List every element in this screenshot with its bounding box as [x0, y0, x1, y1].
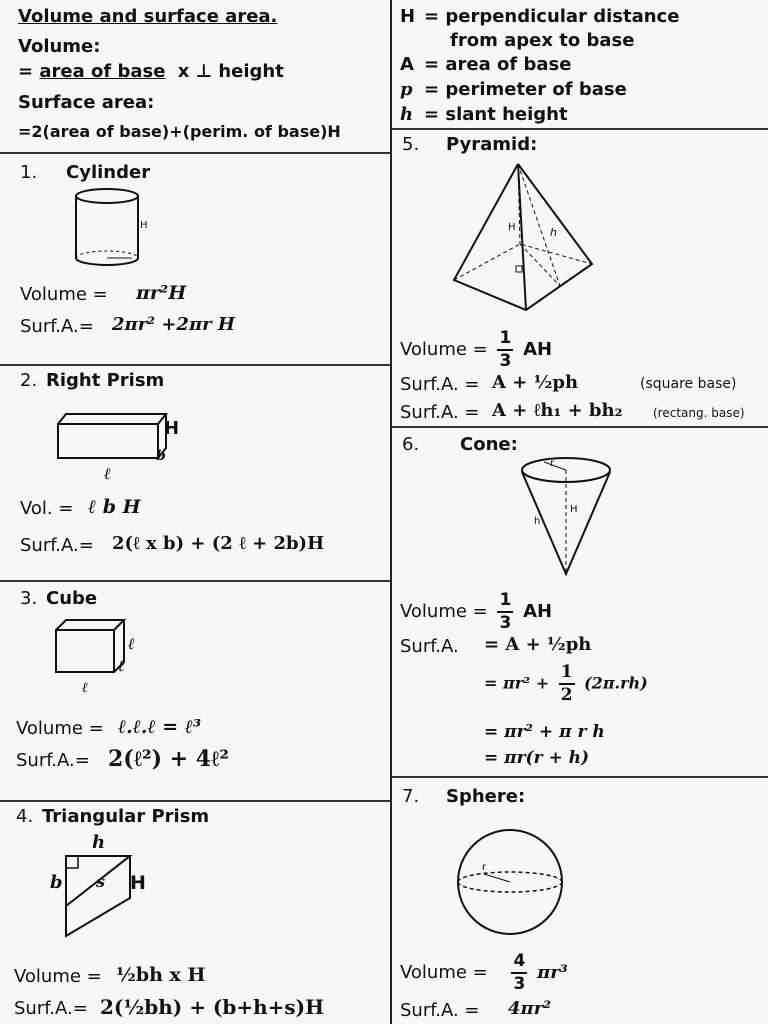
pyramid-figure [450, 160, 600, 316]
cube-title: Cube [46, 588, 98, 609]
cone-fraction [497, 592, 513, 632]
pyramid-number: 5. [402, 134, 420, 155]
sphere-frac-num: 4 [511, 953, 527, 974]
prism-title: Right Prism [46, 370, 165, 391]
prism-surface-label: Surf.A.= [20, 535, 94, 556]
cone-volume-label [400, 592, 552, 632]
volume-eq: = [18, 61, 34, 82]
volume-definition [18, 61, 284, 82]
pyramid-surface-note-2: (rectang. base) [653, 406, 745, 420]
triprism-volume-label: Volume = [14, 966, 102, 987]
legend-text-H-cont: from apex to base [450, 30, 635, 51]
triprism-number: 4. [16, 806, 34, 827]
sphere-fraction [511, 953, 527, 993]
divider [0, 580, 390, 582]
triprism-volume-formula: ½bh x H [116, 964, 206, 986]
legend-text-H: = perpendicular distance [424, 6, 680, 27]
legend-symbol-h: h [400, 104, 414, 125]
triprism-surface-formula: 2(½bh) + (b+h+s)H [100, 995, 325, 1019]
cube-volume-label: Volume = [16, 718, 104, 739]
cone-surface-line-4: = πr(r + h) [484, 748, 590, 768]
pyramid-surface-label-2: Surf.A. = [400, 402, 480, 423]
cone-surface-line-2-pre: = πr² + [484, 673, 550, 693]
sphere-number: 7. [402, 786, 420, 807]
cone-half-num: 1 [559, 664, 575, 685]
cone-surface-line-2-post: (2π.rh) [584, 673, 648, 693]
triprism-label-b: b [50, 872, 63, 893]
cone-surface-line-1: = A + ½ph [484, 634, 592, 655]
sphere-surface-label: Surf.A. = [400, 1000, 480, 1021]
cylinder-volume-formula: πr²H [136, 282, 187, 304]
triprism-label-s: s [96, 872, 106, 891]
cone-figure [518, 454, 618, 580]
cube-label-l-side: ℓ [118, 656, 125, 675]
cylinder-label-H: H [140, 220, 148, 231]
cylinder-surface-formula: 2πr² +2πr H [112, 314, 235, 335]
divider [392, 776, 768, 778]
cube-label-l-top: ℓ [128, 634, 135, 653]
cone-half-den: 2 [560, 685, 573, 705]
triprism-title: Triangular Prism [42, 806, 210, 827]
sphere-surface-formula: 4πr² [508, 998, 552, 1019]
cylinder-figure [70, 186, 150, 270]
sheet-title: Volume and surface area. [18, 6, 278, 27]
cylinder-number: 1. [20, 162, 38, 183]
surface-definition: =2(area of base)+(perim. of base)H [18, 122, 341, 141]
cube-surface-label: Surf.A.= [16, 750, 90, 771]
pyramid-frac-num: 1 [497, 330, 513, 351]
legend-text-p: = perimeter of base [424, 79, 627, 100]
legend-text-h: = slant height [424, 104, 568, 125]
cone-surface-label: Surf.A. [400, 636, 459, 657]
cone-number: 6. [402, 434, 420, 455]
prism-surface-formula: 2(ℓ x b) + (2 ℓ + 2b)H [112, 533, 325, 554]
surface-heading: Surface area: [18, 92, 155, 113]
sphere-volume-formula: πr³ [537, 962, 568, 983]
center-divider [390, 0, 392, 1024]
sphere-title: Sphere: [446, 786, 526, 807]
sphere-figure [456, 828, 566, 940]
pyramid-frac-den: 3 [499, 351, 512, 371]
pyramid-surface-label-1: Surf.A. = [400, 374, 480, 395]
sphere-volume-label: Volume = [400, 962, 488, 983]
divider [0, 152, 390, 154]
cone-frac-den: 3 [499, 613, 512, 633]
cone-volume-label-text: Volume = [400, 601, 488, 622]
cube-volume-formula: ℓ.ℓ.ℓ = ℓ³ [118, 716, 202, 738]
pyramid-label-h: h [550, 226, 557, 239]
volume-area-of-base: area of base [39, 61, 166, 82]
cone-label-r: r [550, 458, 555, 469]
pyramid-surface-formula-2: A + ℓh₁ + bh₂ [492, 400, 623, 421]
divider [392, 128, 768, 130]
cone-surface-line-2 [484, 664, 648, 704]
pyramid-volume-formula: AH [523, 339, 553, 360]
sphere-label-r: r [482, 862, 487, 873]
cylinder-volume-label: Volume = [20, 284, 108, 305]
prism-label-H: H [164, 418, 180, 439]
cube-surface-formula: 2(ℓ²) + 4ℓ² [108, 746, 229, 772]
cylinder-title: Cylinder [66, 162, 151, 183]
divider [0, 800, 390, 802]
prism-volume-formula: ℓ b H [88, 496, 141, 518]
cylinder-surface-label: Surf.A.= [20, 316, 94, 337]
cube-number: 3. [20, 588, 38, 609]
pyramid-surface-note-1: (square base) [640, 376, 737, 392]
cone-label-h: h [534, 516, 541, 527]
pyramid-surface-formula-1: A + ½ph [492, 372, 579, 393]
cube-label-l-bottom: ℓ [82, 680, 88, 696]
pyramid-fraction [497, 330, 513, 370]
cone-half-fraction [559, 664, 575, 704]
sphere-volume-label-row [400, 953, 568, 993]
triprism-surface-label: Surf.A.= [14, 998, 88, 1019]
volume-heading: Volume: [18, 36, 101, 57]
prism-label-b: b [156, 448, 166, 464]
triprism-label-h: h [92, 832, 106, 853]
pyramid-title: Pyramid: [446, 134, 538, 155]
pyramid-volume-label-text: Volume = [400, 339, 488, 360]
prism-number: 2. [20, 370, 38, 391]
cone-title: Cone: [460, 434, 518, 455]
cone-label-H: H [570, 504, 578, 515]
prism-volume-label: Vol. = [20, 498, 74, 519]
prism-label-l: ℓ [104, 464, 111, 483]
legend-symbol-A: A [400, 54, 414, 75]
cone-surface-line-3: = πr² + π r h [484, 722, 605, 742]
legend-symbol-p: p [400, 79, 413, 100]
pyramid-volume-label [400, 330, 552, 370]
legend-symbol-H: H [400, 6, 416, 27]
triprism-label-H: H [130, 872, 146, 894]
divider [392, 426, 768, 428]
pyramid-label-H: H [508, 222, 516, 233]
legend-text-A: = area of base [424, 54, 572, 75]
cone-volume-formula: AH [523, 601, 553, 622]
cone-frac-num: 1 [497, 592, 513, 613]
triangular-prism-figure [58, 852, 138, 942]
divider [0, 364, 390, 366]
volume-times-height: x ⊥ height [177, 61, 284, 82]
sphere-frac-den: 3 [513, 974, 526, 994]
